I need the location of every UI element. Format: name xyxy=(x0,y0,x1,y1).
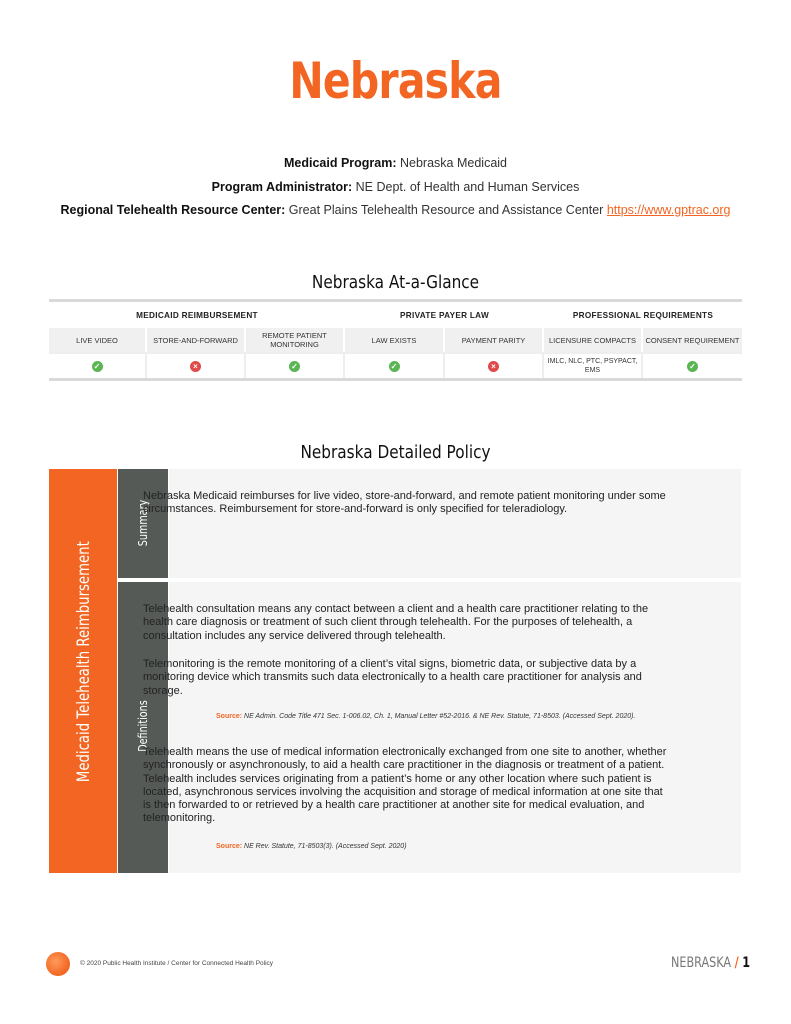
definitions-tab-label: Definitions xyxy=(136,700,150,752)
category-label: Medicaid Telehealth Reimbursement xyxy=(74,541,94,783)
x-icon: × xyxy=(488,361,499,372)
footer-copyright: © 2020 Public Health Institute / Center for Connected Health Policy xyxy=(80,960,274,967)
col-payment-parity: PAYMENT PARITY xyxy=(445,328,544,352)
source-text: NE Admin. Code Title 471 Sec. 1-006.02, Ch. 1, Manual Letter #52-2016. & NE Rev. Statute, 71-8503. (Accessed Sept. 2020). xyxy=(244,713,636,720)
licensure-compacts-value: IMLC, NLC, PTC, PSYPACT, EMS xyxy=(544,354,643,378)
source-text: NE Rev. Statute, 71-8503(3). (Accessed Sept. 2020) xyxy=(244,843,407,850)
x-icon: × xyxy=(190,361,201,372)
page-title: Nebraska xyxy=(289,52,502,110)
check-icon: ✓ xyxy=(687,361,698,372)
source-citation-2 xyxy=(216,843,407,850)
medicaid-program-line xyxy=(0,156,791,170)
summary-tab-label: Summary xyxy=(136,499,150,547)
source-label: Source: xyxy=(216,843,243,850)
col-live-video: LIVE VIDEO xyxy=(49,328,147,352)
summary-text: Nebraska Medicaid reimburses for live video, store-and-forward, and remote patient monitoring under some circumstances. Reimbursement for store-and-forward is only specified for teleradiology. xyxy=(143,490,666,516)
group-professional-requirements: PROFESSIONAL REQUIREMENTS xyxy=(572,310,714,320)
col-consent-requirement: CONSENT REQUIREMENT xyxy=(645,335,740,345)
col-law-exists: LAW EXISTS xyxy=(345,328,445,352)
medicaid-program-label: Medicaid Program: xyxy=(283,156,397,170)
at-a-glance-table xyxy=(49,299,742,381)
glance-heading: Nebraska At-a-Glance xyxy=(311,272,480,293)
definition-telehealth-consultation: Telehealth consultation means any contact between a client and a health care practitioner relating to the health care diagnosis or treatment of such client through telehealth. For the purposes of telehealth, a consultation includes any service delivered through telehealth. xyxy=(143,603,649,642)
definition-telehealth: Telehealth means the use of medical information electronically exchanged from one site to another, whether synchronously or asynchronously, to aid a health care practitioner in the diagnosis or treatment of a patient. Telehealth includes services originating from a patient’s home or any other location where such patient is located, asynchronous services involving the acquisition and storage of medical information at one site that is then forwarded to or retrieved by a health care practitioner at another site for medical evaluation, and telemonitoring. xyxy=(143,746,667,825)
program-administrator-label: Program Administrator: xyxy=(211,180,353,194)
summary-content xyxy=(169,469,741,578)
footer-state: NEBRASKA xyxy=(671,955,732,971)
rtrc-label: Regional Telehealth Resource Center: xyxy=(60,203,286,217)
source-label: Source: xyxy=(216,713,243,720)
definition-telemonitoring: Telemonitoring is the remote monitoring of a client’s vital signs, biometric data, or subjective data by a monitoring device which transmits such data electronically to a health care practitioner for analysis and storage. xyxy=(143,658,642,697)
rtrc-value: Great Plains Telehealth Resource and Assistance Center xyxy=(288,203,604,217)
glance-column-row xyxy=(49,328,742,352)
check-icon: ✓ xyxy=(289,361,300,372)
medicaid-program-value: Nebraska Medicaid xyxy=(400,156,507,170)
group-medicaid-reimbursement: MEDICAID REIMBURSEMENT xyxy=(136,310,258,320)
check-icon: ✓ xyxy=(389,361,400,372)
page-number xyxy=(671,955,750,971)
check-icon: ✓ xyxy=(92,361,103,372)
rtrc-line xyxy=(0,203,791,217)
footer-slash: / xyxy=(734,955,739,971)
group-private-payer-law: PRIVATE PAYER LAW xyxy=(400,310,489,320)
glance-group-row xyxy=(49,302,742,328)
glance-value-row xyxy=(49,352,742,378)
program-administrator-line xyxy=(0,180,791,194)
source-citation-1 xyxy=(216,713,635,720)
col-licensure-compacts: LICENSURE COMPACTS xyxy=(544,328,643,352)
cchp-logo-icon xyxy=(46,952,70,976)
rtrc-link[interactable]: https://www.gptrac.org xyxy=(606,203,731,217)
col-remote-patient-monitoring: REMOTE PATIENT MONITORING xyxy=(246,328,345,352)
detailed-policy-heading: Nebraska Detailed Policy xyxy=(300,442,491,463)
col-store-and-forward: STORE-AND-FORWARD xyxy=(147,328,246,352)
footer-page: 1 xyxy=(742,955,751,971)
program-administrator-value: NE Dept. of Health and Human Services xyxy=(355,180,580,194)
